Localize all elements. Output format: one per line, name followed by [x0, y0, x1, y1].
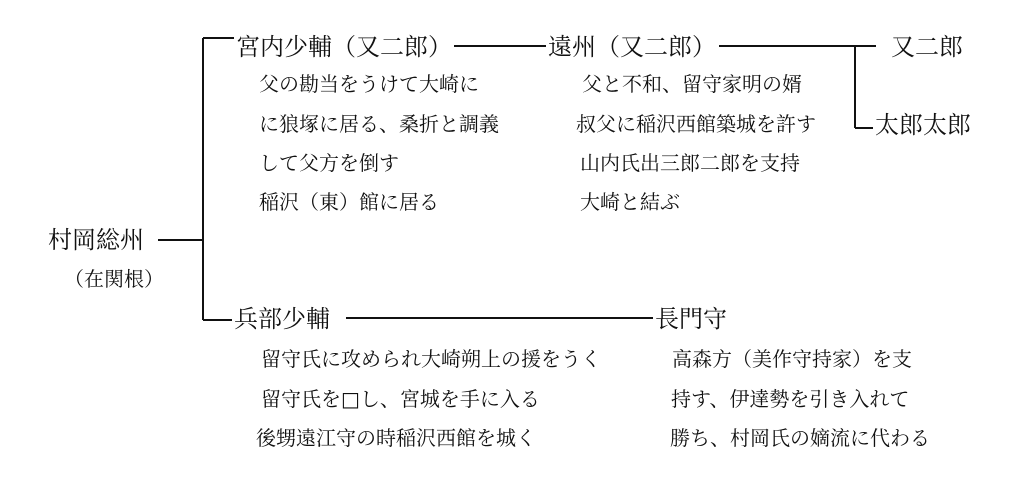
enshu-description-line-4: 大崎と結ぶ	[580, 190, 680, 214]
hyobu-description-line-2: 留守氏を□し、宮城を手に入る	[261, 387, 540, 411]
hyobu-description-line-3: 後甥遠江守の時稲沢西館を城く	[256, 426, 536, 450]
root-location-note: （在関根）	[64, 267, 164, 291]
enshu-description-line-2: 叔父に稲沢西館築城を許す	[576, 112, 816, 136]
node-kunai-shoyu: 宮内少輔（又二郎）	[236, 33, 452, 61]
nagato-description-line-1: 高森方（美作守持家）を支	[672, 347, 912, 371]
kunai-description-line-3: して父方を倒す	[259, 151, 399, 175]
node-nagato-no-kami: 長門守	[655, 305, 727, 333]
enshu-description-line-3: 山内氏出三郎二郎を支持	[580, 151, 800, 175]
kunai-description-line-1: 父の勘当をうけて大崎に	[259, 72, 479, 96]
root-node-muraoka-soshu: 村岡総州	[48, 226, 144, 254]
node-matajiro: 又二郎	[891, 33, 963, 61]
enshu-description-line-1: 父と不和、留守家明の婿	[582, 72, 802, 96]
node-enshu: 遠州（又二郎）	[548, 33, 716, 61]
node-taro-taro: 太郎太郎	[875, 111, 971, 139]
hyobu-description-line-1: 留守氏に攻められ大崎朔上の援をうく	[261, 347, 601, 371]
nagato-description-line-3: 勝ち、村岡氏の嫡流に代わる	[670, 426, 930, 450]
node-hyobu-shoyu: 兵部少輔	[234, 305, 330, 333]
nagato-description-line-2: 持す、伊達勢を引き入れて	[671, 387, 910, 411]
kunai-description-line-4: 稲沢（東）館に居る	[259, 190, 439, 214]
kunai-description-line-2: に狼塚に居る、桑折と調義	[259, 112, 499, 136]
